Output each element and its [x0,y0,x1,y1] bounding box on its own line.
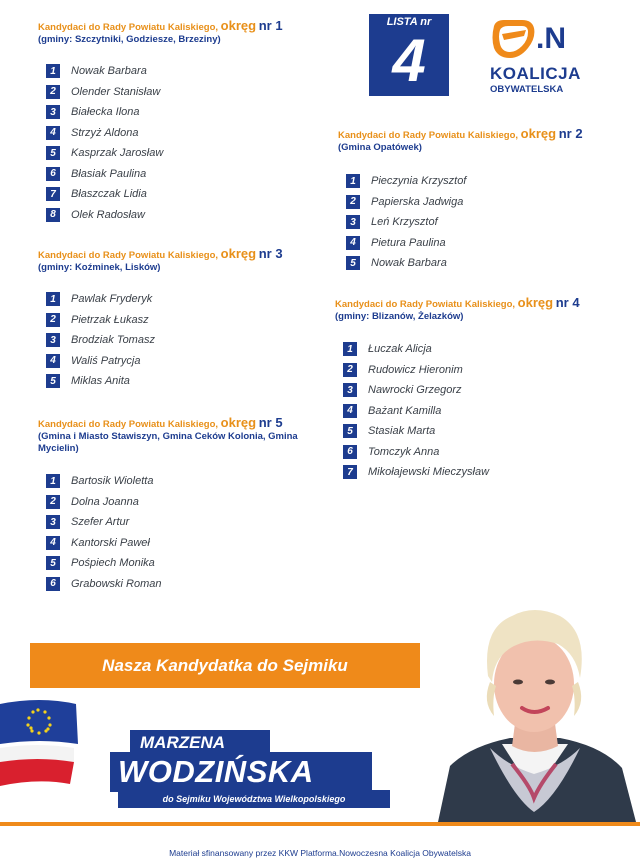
number-box: 5 [46,374,60,388]
candidate-list [346,171,466,274]
district-okreg: okręg [220,415,257,430]
list-item [343,360,489,381]
number-box: 3 [46,515,60,529]
number-box: 2 [46,495,60,509]
logo-emblem-icon [488,16,538,62]
list-item [343,380,489,401]
lista-badge [369,14,449,96]
list-item [46,574,161,595]
candidate-list [46,289,155,392]
candidate-name: Mikołajewski Mieczysław [368,466,490,479]
candidate-name: Papierska Jadwiga [371,195,464,208]
number-box: 4 [46,126,60,140]
district-header [38,20,338,34]
number-box: 6 [46,577,60,591]
number-box: 3 [343,383,357,397]
candidate-last-name: WODZIŃSKA [110,752,372,792]
list-item [46,533,161,554]
candidate-name: Leń Krzysztof [371,216,438,229]
number-box: 4 [46,536,60,550]
number-box: 3 [46,105,60,119]
number-box: 1 [46,474,60,488]
district-1 [38,20,338,230]
district-header-prefix: Kandydaci do Rady Powiatu Kaliskiego, [38,250,219,261]
list-item [346,253,466,274]
candidate-first-name: MARZENA [130,730,270,756]
candidate-name: Nowak Barbara [71,65,147,78]
logo-line2: OBYWATELSKA [490,84,564,95]
candidate-name: Pośpiech Monika [71,557,155,570]
candidate-name: Tomczyk Anna [368,445,440,458]
candidate-list [46,471,161,594]
candidate-name: Błasiak Paulina [71,167,147,180]
sejmik-banner: Nasza Kandydatka do Sejmiku [30,643,420,688]
district-5 [38,417,338,597]
district-header-prefix: Kandydaci do Rady Powiatu Kaliskiego, [38,22,219,33]
number-box: 1 [46,64,60,78]
list-item [46,123,163,144]
number-box: 5 [346,256,360,270]
number-box: 4 [346,236,360,250]
candidate-name: Bażant Kamilla [368,404,442,417]
district-4 [335,297,630,487]
number-box: 2 [346,195,360,209]
list-item [346,233,466,254]
candidate-name: Pietura Paulina [371,236,446,249]
list-item [46,492,161,513]
number-box: 1 [46,292,60,306]
candidate-name: Szefer Artur [71,516,130,529]
number-box: 4 [46,354,60,368]
number-box: 6 [343,445,357,459]
district-header-prefix: Kandydaci do Rady Powiatu Kaliskiego, [335,299,516,310]
list-item [46,310,155,331]
logo-dot-n: .N [536,22,566,55]
district-number: nr 5 [258,415,283,430]
list-item [343,339,489,360]
list-item [46,512,161,533]
candidate-subtitle: do Sejmiku Województwa Wielkopolskiego [118,790,390,808]
number-box: 2 [343,363,357,377]
number-box: 8 [46,208,60,222]
candidate-name: Miklas Anita [71,375,130,388]
number-box: 6 [46,167,60,181]
candidate-name: Pieczynia Krzysztof [371,175,467,188]
district-number: nr 3 [258,246,283,261]
candidate-name: Łuczak Alicja [368,343,432,356]
list-item [46,164,163,185]
number-box: 7 [343,465,357,479]
list-item [343,442,489,463]
candidate-name: Białecka Ilona [71,106,140,119]
lista-number: 4 [392,27,426,94]
koalicja-logo [484,14,614,104]
list-item [46,143,163,164]
flags-icon [0,698,82,790]
candidate-name: Olek Radosław [71,208,145,221]
footer-funding-note: Materiał sfinansowany przez KKW Platforma.Nowoczesna Koalicja Obywatelska [169,848,471,858]
list-item [343,421,489,442]
candidate-name: Grabowski Roman [71,577,162,590]
candidate-name: Nowak Barbara [371,257,447,270]
district-header [335,297,630,311]
candidate-name: Brodziak Tomasz [71,334,155,347]
number-box: 5 [343,424,357,438]
district-okreg: okręg [220,18,257,33]
list-item [46,471,161,492]
district-header [38,417,338,431]
list-item [343,462,489,483]
candidate-name: Nawrocki Grzegorz [368,384,462,397]
district-header-prefix: Kandydaci do Rady Powiatu Kaliskiego, [38,419,219,430]
number-box: 5 [46,146,60,160]
district-3 [38,248,338,398]
list-item [46,82,163,103]
list-item [46,289,155,310]
list-item [343,401,489,422]
candidate-name: Bartosik Wioletta [71,475,154,488]
number-box: 2 [46,85,60,99]
candidate-name: Błaszczak Lidia [71,188,147,201]
lista-label: LISTA nr [386,16,432,28]
number-box: 4 [343,404,357,418]
district-number: nr 1 [258,18,283,33]
district-number: nr 4 [555,295,580,310]
district-gminy: (Gmina i Miasto Stawiszyn, Gmina Ceków Kolonia, Gmina Mycielin) [38,431,298,454]
district-okreg: okręg [220,246,257,261]
number-box: 1 [346,174,360,188]
number-box: 3 [346,215,360,229]
candidate-list [46,61,163,225]
list-item [346,171,466,192]
list-item [46,184,163,205]
candidate-name: Waliś Patrycja [71,354,141,367]
candidate-name: Kantorski Paweł [71,536,150,549]
district-header [338,128,628,142]
number-box: 1 [343,342,357,356]
district-gminy: (gminy: Koźminek, Lisków) [38,262,161,273]
number-box: 2 [46,313,60,327]
list-item [46,102,163,123]
number-box: 3 [46,333,60,347]
list-item [346,192,466,213]
candidate-name: Stasiak Marta [368,425,436,438]
district-okreg: okręg [520,126,557,141]
candidate-name: Strzyż Aldona [71,126,139,139]
list-item [46,61,163,82]
candidate-photo [430,598,640,822]
district-okreg: okręg [517,295,554,310]
district-number: nr 2 [558,126,583,141]
list-item [46,351,155,372]
list-item [346,212,466,233]
candidate-name: Pietrzak Łukasz [71,313,149,326]
district-2 [338,128,628,278]
district-gminy: (Gmina Opatówek) [338,142,422,153]
candidate-name: Dolna Joanna [71,495,139,508]
candidate-name: Kasprzak Jarosław [71,147,164,160]
orange-divider [0,822,640,826]
candidate-list [343,339,489,483]
candidate-name: Rudowicz Hieronim [368,363,463,376]
list-item [46,205,163,226]
list-item [46,371,155,392]
district-header-prefix: Kandydaci do Rady Powiatu Kaliskiego, [338,130,519,141]
candidate-name: Olender Stanisław [71,85,161,98]
number-box: 7 [46,187,60,201]
logo-line1: KOALICJA [490,64,581,83]
district-header [38,248,338,262]
number-box: 5 [46,556,60,570]
district-gminy: (gminy: Blizanów, Żelazków) [335,311,464,322]
district-gminy: (gminy: Szczytniki, Godziesze, Brzeziny) [38,34,221,45]
candidate-name: Pawlak Fryderyk [71,293,153,306]
list-item [46,330,155,351]
list-item [46,553,161,574]
